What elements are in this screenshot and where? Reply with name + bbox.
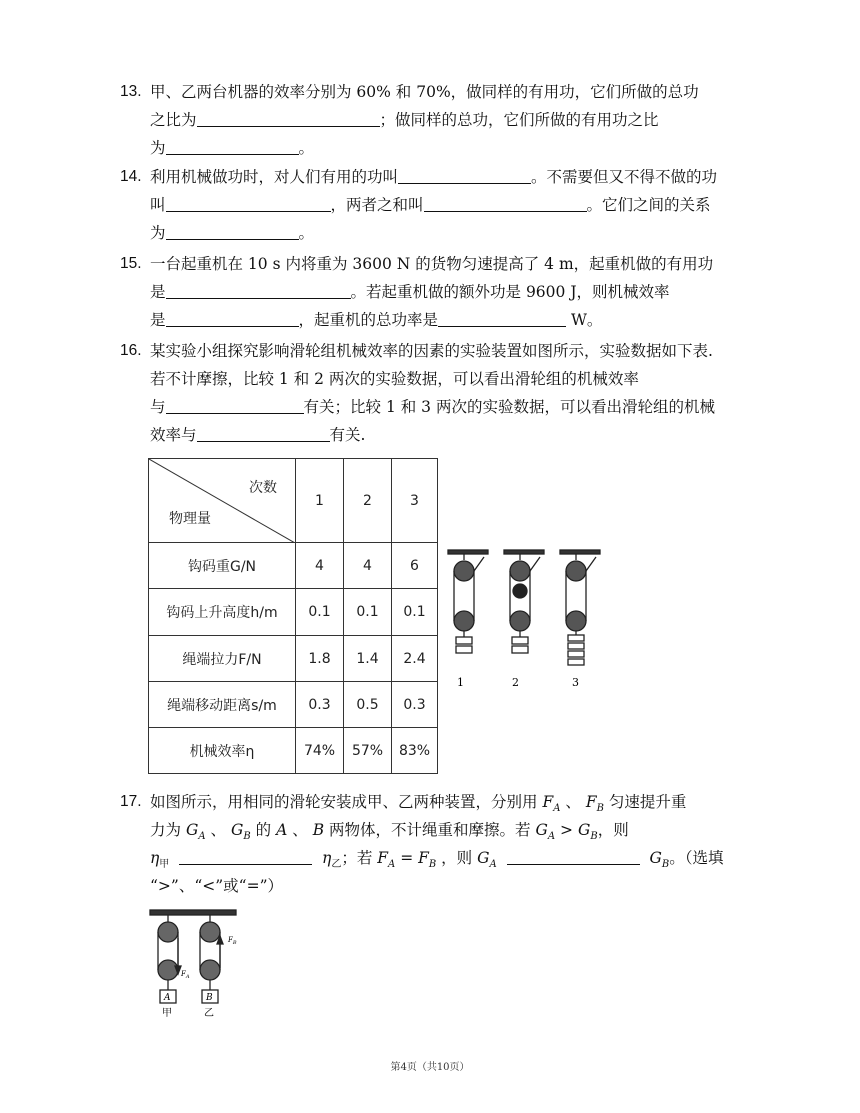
question-text: 为 。 [120,134,770,162]
table-cell: 1.4 [344,636,392,682]
pulley-setups-figure [444,545,609,690]
table-header-cell: 2 [344,459,392,543]
pulley-setup-yi [200,915,223,1003]
table-cell: 57% [344,728,392,774]
answer-blank[interactable] [166,136,299,155]
table-row [149,543,438,589]
block-b-label: B [206,993,213,1003]
answer-blank[interactable] [179,846,312,865]
question-text: 是 ，起重机的总功率是 W。 [120,306,770,334]
answer-blank[interactable] [507,846,640,865]
table-cell: 1.8 [296,636,344,682]
table-cell: 2.4 [392,636,438,682]
question-13 [120,78,770,162]
question-text: 是 。若起重机做的额外功是 9600 J，则机械效率 [120,278,770,306]
question-text: 叫 ，两者之和叫 。它们之间的关系 [120,191,770,219]
row-label: 钩码重G/N [149,543,296,589]
table-row [149,636,438,682]
question-number: 15. [120,255,142,272]
question-text: $\eta_甲$ $\eta_乙$；若 $F_A = F_B$ ，则 $G_A$ $G_B$。（选填 [120,844,770,872]
table-cell: 6 [392,543,438,589]
yi-label: 乙 [204,1008,214,1019]
question-number: 13. [120,83,142,100]
setup-label: 3 [572,676,579,689]
pulley-comparison-figure [148,908,240,1020]
pulley-setup-1 [448,550,488,653]
question-14 [120,163,770,247]
answer-blank[interactable] [166,308,299,327]
table-cell: 0.1 [296,589,344,636]
table-cell: 0.1 [392,589,438,636]
table-row [149,728,438,774]
answer-blank[interactable] [438,308,566,327]
setup-label: 2 [512,676,519,689]
question-number: 17. [120,793,142,810]
table-cell: 74% [296,728,344,774]
table-header-cell: 1 [296,459,344,543]
question-text: 如图所示，用相同的滑轮安装成甲、乙两种装置，分别用 $F_A$ 、 $F_B$ 匀速提升重 [150,793,687,815]
table-corner-cell [149,459,296,543]
question-16 [120,337,770,449]
table-row [149,589,438,636]
row-label: 钩码上升高度h/m [149,589,296,636]
page-footer: 第4页（共10页） [390,1062,470,1073]
table-header-cell: 3 [392,459,438,543]
answer-blank[interactable] [197,423,330,442]
diagonal-line [149,459,295,543]
answer-blank[interactable] [424,193,587,212]
table-row [149,682,438,728]
corner-bottom-label: 物理量 [169,511,211,527]
answer-blank[interactable] [166,395,304,414]
force-fb-label: $F_B$ [228,936,237,946]
table-cell: 0.3 [296,682,344,728]
question-text: 为 。 [120,219,770,247]
table-cell: 0.3 [392,682,438,728]
experiment-data-table [148,458,438,774]
row-label: 绳端拉力F/N [149,636,296,682]
answer-blank[interactable] [398,165,531,184]
force-fa-label: $F_A$ [181,970,190,980]
question-15 [120,250,770,334]
setup-label: 1 [457,676,464,689]
question-text: 甲、乙两台机器的效率分别为 60% 和 70%，做同样的有用功，它们所做的总功 [150,83,699,101]
answer-blank[interactable] [166,193,331,212]
question-text: 若不计摩擦，比较 1 和 2 两次的实验数据，可以看出滑轮组的机械效率 [150,370,639,388]
pulley-setup-3 [560,550,600,665]
question-text: 与 有关；比较 1 和 3 两次的实验数据，可以看出滑轮组的机械 [120,393,770,421]
answer-blank[interactable] [166,280,351,299]
table-cell: 4 [344,543,392,589]
question-text: 某实验小组探究影响滑轮组机械效率的因素的实验装置如图所示，实验数据如下表. [150,342,713,360]
block-a-label: A [164,993,171,1003]
corner-top-label: 次数 [249,480,277,496]
question-number: 14. [120,168,142,185]
question-text: 之比为 ；做同样的总功，它们所做的有用功之比 [120,106,770,134]
question-text: 力为 $G_A$ 、 $G_B$ 的 A 、 B 两物体，不计绳重和摩擦。若 $G_A > G_B$，则 [150,821,629,843]
pulley-setup-2 [504,550,544,653]
question-text: 利用机械做功时，对人们有用的功叫 。不需要但又不得不做的功 [120,163,770,191]
pulley-setup-jia [158,915,181,1003]
row-label: 绳端移动距离s/m [149,682,296,728]
table-cell: 4 [296,543,344,589]
jia-label: 甲 [162,1008,172,1019]
question-17 [120,788,770,900]
question-number: 16. [120,342,142,359]
question-text: “>”、“<”或“=”） [150,877,284,895]
question-text: 效率与 有关. [120,421,770,449]
table-cell: 83% [392,728,438,774]
table-cell: 0.5 [344,682,392,728]
answer-blank[interactable] [166,221,299,240]
answer-blank[interactable] [197,108,380,127]
question-text: 一台起重机在 10 s 内将重为 3600 N 的货物匀速提高了 4 m，起重机做的有用功 [150,255,714,273]
row-label: 机械效率η [149,728,296,774]
table-cell: 0.1 [344,589,392,636]
table-header-row [149,459,438,543]
